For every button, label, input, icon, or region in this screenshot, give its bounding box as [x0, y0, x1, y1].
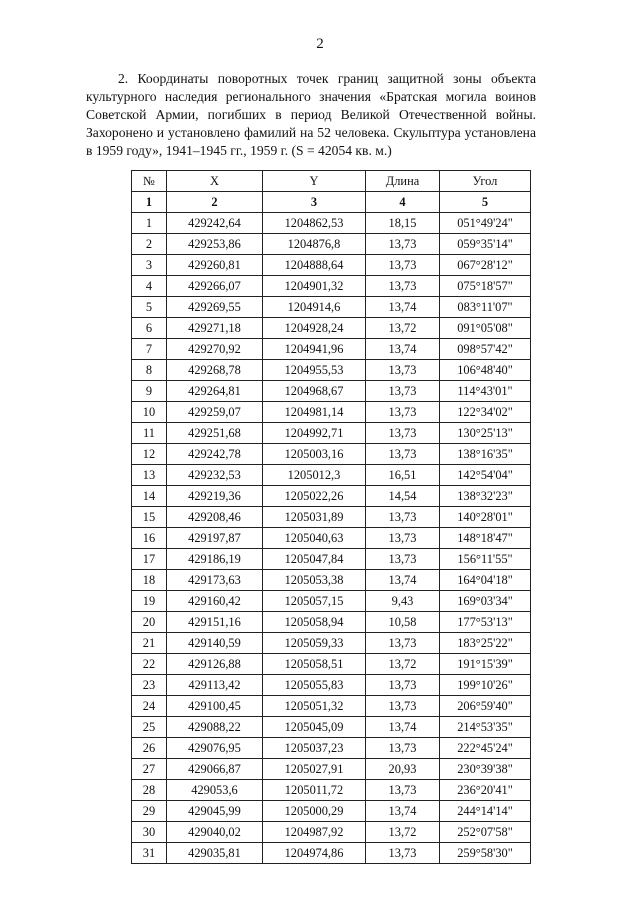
length-cell: 20,93 — [366, 759, 440, 780]
angle-cell: 067°28'12" — [440, 255, 531, 276]
table-row — [132, 759, 531, 780]
y-coordinate-cell: 1204974,86 — [263, 843, 366, 864]
point-number-cell: 2 — [132, 234, 167, 255]
angle-cell: 138°16'35" — [440, 444, 531, 465]
y-coordinate-cell: 1204981,14 — [263, 402, 366, 423]
table-row — [132, 528, 531, 549]
table-row — [132, 276, 531, 297]
angle-cell: 156°11'55" — [440, 549, 531, 570]
point-number-cell: 6 — [132, 318, 167, 339]
angle-cell: 059°35'14" — [440, 234, 531, 255]
header-x: X — [167, 171, 263, 192]
column-number: 5 — [440, 192, 531, 213]
point-number-cell: 26 — [132, 738, 167, 759]
table-row — [132, 717, 531, 738]
column-number: 4 — [366, 192, 440, 213]
table-header-row — [132, 171, 531, 192]
header-number: № — [132, 171, 167, 192]
length-cell: 10,58 — [366, 612, 440, 633]
y-coordinate-cell: 1205012,3 — [263, 465, 366, 486]
point-number-cell: 23 — [132, 675, 167, 696]
length-cell: 13,73 — [366, 675, 440, 696]
length-cell: 13,73 — [366, 549, 440, 570]
length-cell: 13,73 — [366, 234, 440, 255]
length-cell: 9,43 — [366, 591, 440, 612]
x-coordinate-cell: 429208,46 — [167, 507, 263, 528]
point-number-cell: 18 — [132, 570, 167, 591]
point-number-cell: 21 — [132, 633, 167, 654]
y-coordinate-cell: 1204914,6 — [263, 297, 366, 318]
point-number-cell: 29 — [132, 801, 167, 822]
point-number-cell: 9 — [132, 381, 167, 402]
table-row — [132, 507, 531, 528]
angle-cell: 236°20'41" — [440, 780, 531, 801]
y-coordinate-cell: 1204928,24 — [263, 318, 366, 339]
length-cell: 13,73 — [366, 276, 440, 297]
y-coordinate-cell: 1205059,33 — [263, 633, 366, 654]
table-row — [132, 213, 531, 234]
intro-paragraph: 2. Координаты поворотных точек границ защитной зоны объекта культурного наследия регионального значения «Братская могила воинов Советской Армии, погибших в период Великой Отечественной войны. Захоронено и установлено фамилий на 52 человека. Скульптура установлена в 1959 году», 1941–1945 гг., 1959 г. (S = 42054 кв. м.) — [86, 71, 536, 158]
x-coordinate-cell: 429053,6 — [167, 780, 263, 801]
angle-cell: 222°45'24" — [440, 738, 531, 759]
table-row — [132, 654, 531, 675]
y-coordinate-cell: 1205058,51 — [263, 654, 366, 675]
table-row — [132, 591, 531, 612]
y-coordinate-cell: 1205057,15 — [263, 591, 366, 612]
x-coordinate-cell: 429242,78 — [167, 444, 263, 465]
x-coordinate-cell: 429270,92 — [167, 339, 263, 360]
length-cell: 13,73 — [366, 633, 440, 654]
length-cell: 13,74 — [366, 717, 440, 738]
table-row — [132, 297, 531, 318]
table-row — [132, 633, 531, 654]
y-coordinate-cell: 1205051,32 — [263, 696, 366, 717]
y-coordinate-cell: 1205000,29 — [263, 801, 366, 822]
x-coordinate-cell: 429160,42 — [167, 591, 263, 612]
point-number-cell: 14 — [132, 486, 167, 507]
length-cell: 13,74 — [366, 339, 440, 360]
point-number-cell: 19 — [132, 591, 167, 612]
point-number-cell: 30 — [132, 822, 167, 843]
length-cell: 13,73 — [366, 402, 440, 423]
point-number-cell: 4 — [132, 276, 167, 297]
angle-cell: 051°49'24" — [440, 213, 531, 234]
x-coordinate-cell: 429113,42 — [167, 675, 263, 696]
angle-cell: 091°05'08" — [440, 318, 531, 339]
header-length: Длина — [366, 171, 440, 192]
angle-cell: 183°25'22" — [440, 633, 531, 654]
x-coordinate-cell: 429066,87 — [167, 759, 263, 780]
angle-cell: 106°48'40" — [440, 360, 531, 381]
table-row — [132, 318, 531, 339]
angle-cell: 130°25'13" — [440, 423, 531, 444]
y-coordinate-cell: 1204862,53 — [263, 213, 366, 234]
table-row — [132, 549, 531, 570]
x-coordinate-cell: 429266,07 — [167, 276, 263, 297]
table-row — [132, 486, 531, 507]
table-row — [132, 843, 531, 864]
table-row — [132, 339, 531, 360]
table-row — [132, 696, 531, 717]
table-body — [132, 213, 531, 864]
length-cell: 13,73 — [366, 507, 440, 528]
point-number-cell: 31 — [132, 843, 167, 864]
angle-cell: 177°53'13" — [440, 612, 531, 633]
table-row — [132, 822, 531, 843]
x-coordinate-cell: 429197,87 — [167, 528, 263, 549]
y-coordinate-cell: 1205027,91 — [263, 759, 366, 780]
point-number-cell: 11 — [132, 423, 167, 444]
y-coordinate-cell: 1204992,71 — [263, 423, 366, 444]
header-angle: Угол — [440, 171, 531, 192]
point-number-cell: 20 — [132, 612, 167, 633]
x-coordinate-cell: 429126,88 — [167, 654, 263, 675]
x-coordinate-cell: 429260,81 — [167, 255, 263, 276]
x-coordinate-cell: 429040,02 — [167, 822, 263, 843]
table-row — [132, 570, 531, 591]
table-row — [132, 612, 531, 633]
x-coordinate-cell: 429259,07 — [167, 402, 263, 423]
table-row — [132, 402, 531, 423]
y-coordinate-cell: 1205003,16 — [263, 444, 366, 465]
angle-cell: 142°54'04" — [440, 465, 531, 486]
x-coordinate-cell: 429151,16 — [167, 612, 263, 633]
y-coordinate-cell: 1205022,26 — [263, 486, 366, 507]
length-cell: 13,73 — [366, 738, 440, 759]
x-coordinate-cell: 429251,68 — [167, 423, 263, 444]
point-number-cell: 3 — [132, 255, 167, 276]
length-cell: 13,74 — [366, 801, 440, 822]
angle-cell: 199°10'26" — [440, 675, 531, 696]
angle-cell: 138°32'23" — [440, 486, 531, 507]
table-row — [132, 255, 531, 276]
length-cell: 13,72 — [366, 822, 440, 843]
x-coordinate-cell: 429076,95 — [167, 738, 263, 759]
y-coordinate-cell: 1205047,84 — [263, 549, 366, 570]
angle-cell: 191°15'39" — [440, 654, 531, 675]
length-cell: 13,73 — [366, 780, 440, 801]
header-y: Y — [263, 171, 366, 192]
x-coordinate-cell: 429173,63 — [167, 570, 263, 591]
length-cell: 13,73 — [366, 381, 440, 402]
x-coordinate-cell: 429100,45 — [167, 696, 263, 717]
x-coordinate-cell: 429232,53 — [167, 465, 263, 486]
length-cell: 16,51 — [366, 465, 440, 486]
point-number-cell: 13 — [132, 465, 167, 486]
length-cell: 13,73 — [366, 696, 440, 717]
column-number: 1 — [132, 192, 167, 213]
x-coordinate-cell: 429088,22 — [167, 717, 263, 738]
point-number-cell: 16 — [132, 528, 167, 549]
x-coordinate-cell: 429140,59 — [167, 633, 263, 654]
angle-cell: 164°04'18" — [440, 570, 531, 591]
table-row — [132, 381, 531, 402]
column-number-row — [132, 192, 531, 213]
x-coordinate-cell: 429253,86 — [167, 234, 263, 255]
angle-cell: 148°18'47" — [440, 528, 531, 549]
point-number-cell: 12 — [132, 444, 167, 465]
x-coordinate-cell: 429269,55 — [167, 297, 263, 318]
point-number-cell: 1 — [132, 213, 167, 234]
y-coordinate-cell: 1205058,94 — [263, 612, 366, 633]
y-coordinate-cell: 1205045,09 — [263, 717, 366, 738]
y-coordinate-cell: 1204987,92 — [263, 822, 366, 843]
point-number-cell: 22 — [132, 654, 167, 675]
y-coordinate-cell: 1205040,63 — [263, 528, 366, 549]
angle-cell: 083°11'07" — [440, 297, 531, 318]
angle-cell: 122°34'02" — [440, 402, 531, 423]
point-number-cell: 15 — [132, 507, 167, 528]
length-cell: 13,72 — [366, 654, 440, 675]
length-cell: 13,73 — [366, 528, 440, 549]
table-row — [132, 738, 531, 759]
y-coordinate-cell: 1204901,32 — [263, 276, 366, 297]
length-cell: 13,73 — [366, 360, 440, 381]
table-row — [132, 465, 531, 486]
angle-cell: 230°39'38" — [440, 759, 531, 780]
point-number-cell: 25 — [132, 717, 167, 738]
length-cell: 13,74 — [366, 297, 440, 318]
table-row — [132, 360, 531, 381]
column-number: 3 — [263, 192, 366, 213]
y-coordinate-cell: 1204876,8 — [263, 234, 366, 255]
y-coordinate-cell: 1205011,72 — [263, 780, 366, 801]
point-number-cell: 5 — [132, 297, 167, 318]
length-cell: 13,73 — [366, 843, 440, 864]
angle-cell: 075°18'57" — [440, 276, 531, 297]
x-coordinate-cell: 429045,99 — [167, 801, 263, 822]
x-coordinate-cell: 429268,78 — [167, 360, 263, 381]
y-coordinate-cell: 1204968,67 — [263, 381, 366, 402]
angle-cell: 252°07'58" — [440, 822, 531, 843]
x-coordinate-cell: 429219,36 — [167, 486, 263, 507]
length-cell: 13,73 — [366, 444, 440, 465]
table-row — [132, 780, 531, 801]
point-number-cell: 8 — [132, 360, 167, 381]
angle-cell: 259°58'30" — [440, 843, 531, 864]
table-row — [132, 423, 531, 444]
y-coordinate-cell: 1205037,23 — [263, 738, 366, 759]
point-number-cell: 7 — [132, 339, 167, 360]
x-coordinate-cell: 429242,64 — [167, 213, 263, 234]
x-coordinate-cell: 429186,19 — [167, 549, 263, 570]
y-coordinate-cell: 1205053,38 — [263, 570, 366, 591]
table-row — [132, 444, 531, 465]
table-row — [132, 234, 531, 255]
y-coordinate-cell: 1205031,89 — [263, 507, 366, 528]
length-cell: 13,73 — [366, 255, 440, 276]
point-number-cell: 10 — [132, 402, 167, 423]
angle-cell: 114°43'01" — [440, 381, 531, 402]
y-coordinate-cell: 1204955,53 — [263, 360, 366, 381]
coordinates-table — [131, 170, 531, 864]
length-cell: 13,73 — [366, 423, 440, 444]
page-number: 2 — [316, 36, 324, 52]
y-coordinate-cell: 1204888,64 — [263, 255, 366, 276]
length-cell: 18,15 — [366, 213, 440, 234]
y-coordinate-cell: 1204941,96 — [263, 339, 366, 360]
angle-cell: 206°59'40" — [440, 696, 531, 717]
x-coordinate-cell: 429271,18 — [167, 318, 263, 339]
y-coordinate-cell: 1205055,83 — [263, 675, 366, 696]
table-row — [132, 801, 531, 822]
point-number-cell: 28 — [132, 780, 167, 801]
point-number-cell: 24 — [132, 696, 167, 717]
point-number-cell: 27 — [132, 759, 167, 780]
angle-cell: 244°14'14" — [440, 801, 531, 822]
length-cell: 13,74 — [366, 570, 440, 591]
angle-cell: 169°03'34" — [440, 591, 531, 612]
x-coordinate-cell: 429035,81 — [167, 843, 263, 864]
angle-cell: 140°28'01" — [440, 507, 531, 528]
length-cell: 14,54 — [366, 486, 440, 507]
angle-cell: 214°53'35" — [440, 717, 531, 738]
angle-cell: 098°57'42" — [440, 339, 531, 360]
column-number: 2 — [167, 192, 263, 213]
table-row — [132, 675, 531, 696]
point-number-cell: 17 — [132, 549, 167, 570]
x-coordinate-cell: 429264,81 — [167, 381, 263, 402]
length-cell: 13,72 — [366, 318, 440, 339]
